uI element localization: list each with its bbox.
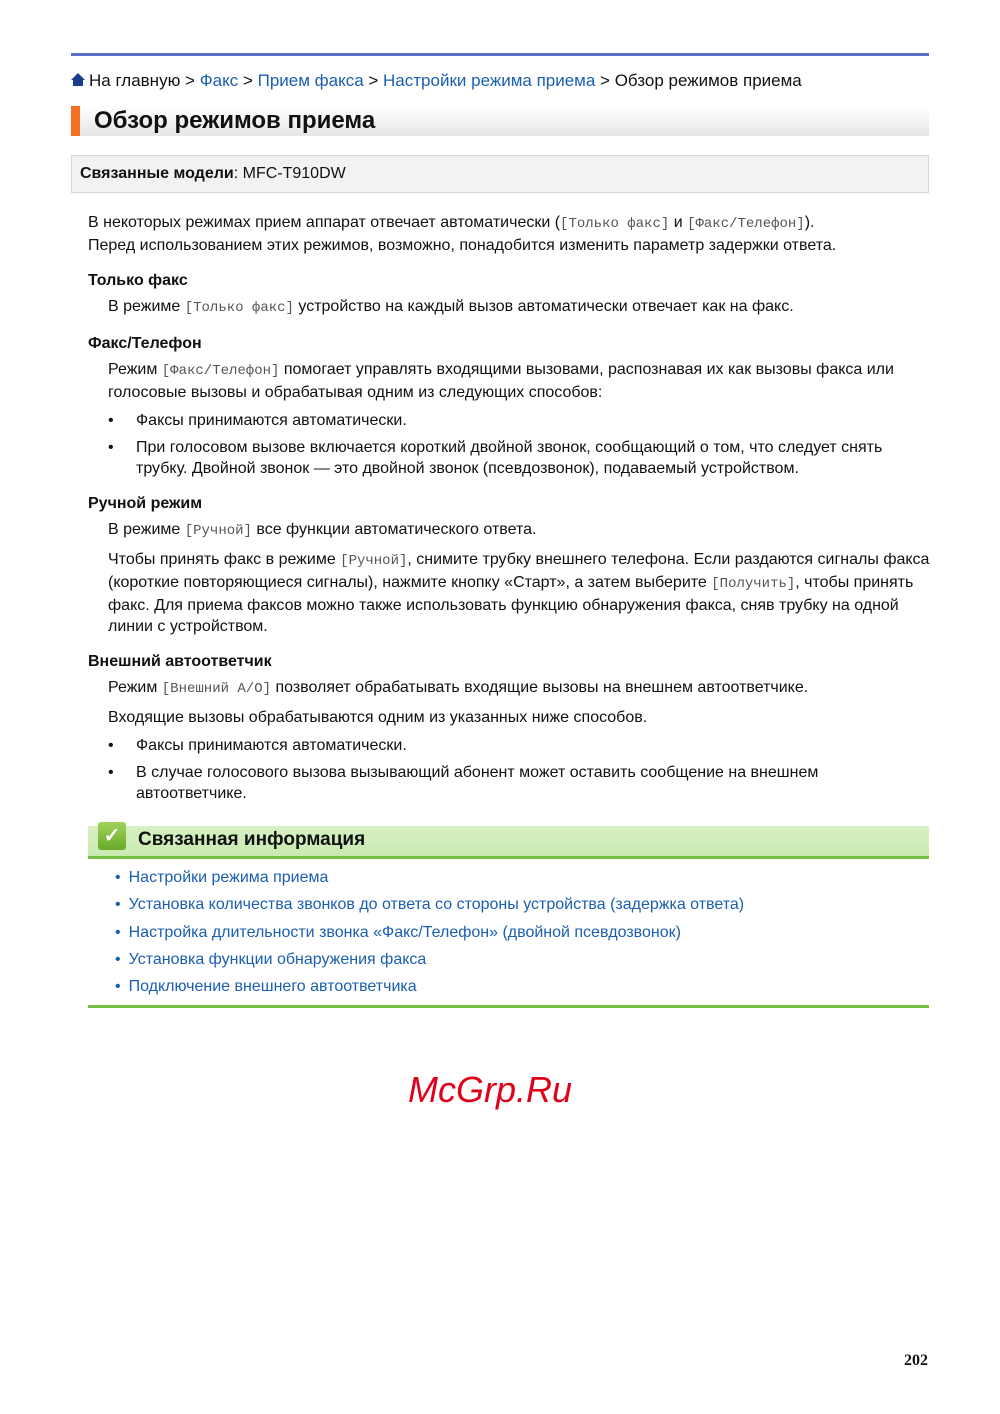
heading-fax-only: Только факс — [88, 272, 188, 289]
breadcrumb-current: Обзор режимов приема — [614, 71, 802, 90]
watermark: McGrp.Ru — [408, 1069, 573, 1111]
top-rule — [71, 53, 929, 56]
mode-name: [Ручной] — [340, 553, 408, 569]
page-number: 202 — [904, 1352, 928, 1369]
text: помогает управлять входящими вызовами, распознавая их как вызовы факса или голосовые вызовы и обрабатывая одним из следующих способов: — [108, 361, 894, 401]
list-item-text: Факсы принимаются автоматически. — [136, 737, 407, 754]
text: В режиме — [108, 298, 185, 315]
tad-paragraph-2: Входящие вызовы обрабатываются одним из указанных ниже способов. — [108, 709, 648, 726]
text: Режим — [108, 361, 162, 378]
related-models: Связанные модели: MFC-T910DW — [71, 155, 929, 193]
list-item — [108, 735, 933, 756]
receive-option: [Получить] — [711, 576, 796, 592]
breadcrumb-separator: > — [363, 71, 384, 90]
breadcrumb-separator: > — [238, 71, 258, 90]
related-links — [115, 867, 933, 1003]
text: и — [669, 214, 688, 231]
manual-paragraph — [108, 519, 933, 542]
manual-paragraph-2 — [108, 549, 933, 637]
text: , снимите трубку внешнего телефона. Если раздаются сигналы факса (короткие повторяющиеся сигналы), нажмите кнопку «Старт», а затем выберите — [108, 551, 930, 591]
text: В режиме — [108, 521, 185, 538]
models-value: MFC-T910DW — [242, 165, 346, 182]
related-link-item — [115, 867, 933, 894]
mode-fax-only: [Только факс] — [560, 216, 670, 232]
models-label: Связанные модели — [80, 165, 234, 182]
list-item-text: Факсы принимаются автоматически. — [136, 412, 407, 429]
related-bottom-rule — [88, 1005, 929, 1008]
list-item — [108, 437, 933, 479]
bullet: • — [108, 737, 114, 754]
page-title: Обзор режимов приема — [94, 107, 376, 134]
breadcrumb-fax-receive[interactable]: Прием факса — [257, 71, 364, 90]
home-icon — [71, 73, 85, 86]
list-item — [108, 762, 933, 804]
heading-external-tad: Внешний автоответчик — [88, 653, 272, 670]
text: устройство на каждый вызов автоматически отвечает как на факс. — [293, 298, 794, 315]
related-link[interactable]: Настройки режима приема — [128, 869, 329, 886]
bullet: • — [108, 439, 114, 456]
heading-fax-tel: Факс/Телефон — [88, 335, 202, 352]
title-accent — [71, 106, 80, 136]
content — [88, 212, 933, 1112]
breadcrumb-separator: > — [180, 71, 200, 90]
list-item-text: При голосовом вызове включается короткий двойной звонок, сообщающий о том, что следует снять трубку. Двойной звонок — это двойной звонок (псевдозвонок), подаваемый устройством. — [136, 439, 883, 477]
bullet: • — [115, 896, 121, 914]
bullet: • — [115, 950, 121, 968]
text: Чтобы принять факс в режиме — [108, 551, 341, 568]
breadcrumb-home[interactable]: На главную — [89, 71, 181, 90]
text: ). — [804, 214, 815, 231]
mode-name: [Только факс] — [184, 300, 294, 316]
text: Перед использованием этих режимов, возможно, понадобится изменить параметр задержки ответа. — [88, 237, 837, 254]
mode-name: [Ручной] — [184, 523, 252, 539]
checkmark-icon: ✓ — [98, 822, 126, 850]
bullet: • — [115, 978, 121, 996]
intro-paragraph — [88, 212, 933, 256]
related-link[interactable]: Установка количества звонков до ответа со стороны устройства (задержка ответа) — [128, 896, 745, 914]
related-link-item — [115, 922, 933, 949]
related-info-header — [88, 826, 929, 859]
related-link-item — [115, 976, 933, 1003]
related-link[interactable]: Установка функции обнаружения факса — [128, 950, 427, 968]
breadcrumb-fax[interactable]: Факс — [199, 71, 239, 90]
breadcrumb — [71, 71, 802, 91]
list-item-text: В случае голосового вызова вызывающий абонент может оставить сообщение на внешнем автоответчике. — [136, 764, 819, 802]
tad-paragraph — [108, 677, 933, 700]
breadcrumb-separator: > — [595, 71, 615, 90]
related-link-item — [115, 894, 933, 921]
mode-fax-tel: [Факс/Телефон] — [687, 216, 805, 232]
list-item — [108, 410, 933, 431]
related-link[interactable]: Настройка длительности звонка «Факс/Телефон» (двойной псевдозвонок) — [128, 923, 681, 941]
mode-name: [Факс/Телефон] — [161, 363, 280, 379]
text: все функции автоматического ответа. — [251, 521, 537, 538]
heading-manual: Ручной режим — [88, 495, 203, 512]
bullet: • — [115, 869, 121, 886]
text: позволяет обрабатывать входящие вызовы на внешнем автоответчике. — [271, 679, 809, 696]
mode-name: [Внешний А/О] — [161, 681, 271, 697]
related-link[interactable]: Подключение внешнего автоответчика — [128, 978, 417, 996]
bullet: • — [108, 412, 114, 429]
related-info-title: Связанная информация — [138, 829, 366, 850]
breadcrumb-receive-mode-settings[interactable]: Настройки режима приема — [383, 71, 596, 90]
text: , чтобы принять факс. Для приема факсов можно также использовать функцию обнаружения факса, сняв трубку на одной линии с устройством. — [108, 574, 914, 635]
text: В некоторых режимах прием аппарат отвечает автоматически ( — [88, 214, 561, 231]
text: Режим — [108, 679, 162, 696]
fax-only-paragraph — [108, 296, 933, 319]
page-title-bar — [71, 106, 929, 136]
fax-tel-paragraph — [108, 359, 933, 403]
bullet: • — [108, 764, 114, 781]
related-link-item — [115, 949, 933, 976]
bullet: • — [115, 923, 121, 941]
